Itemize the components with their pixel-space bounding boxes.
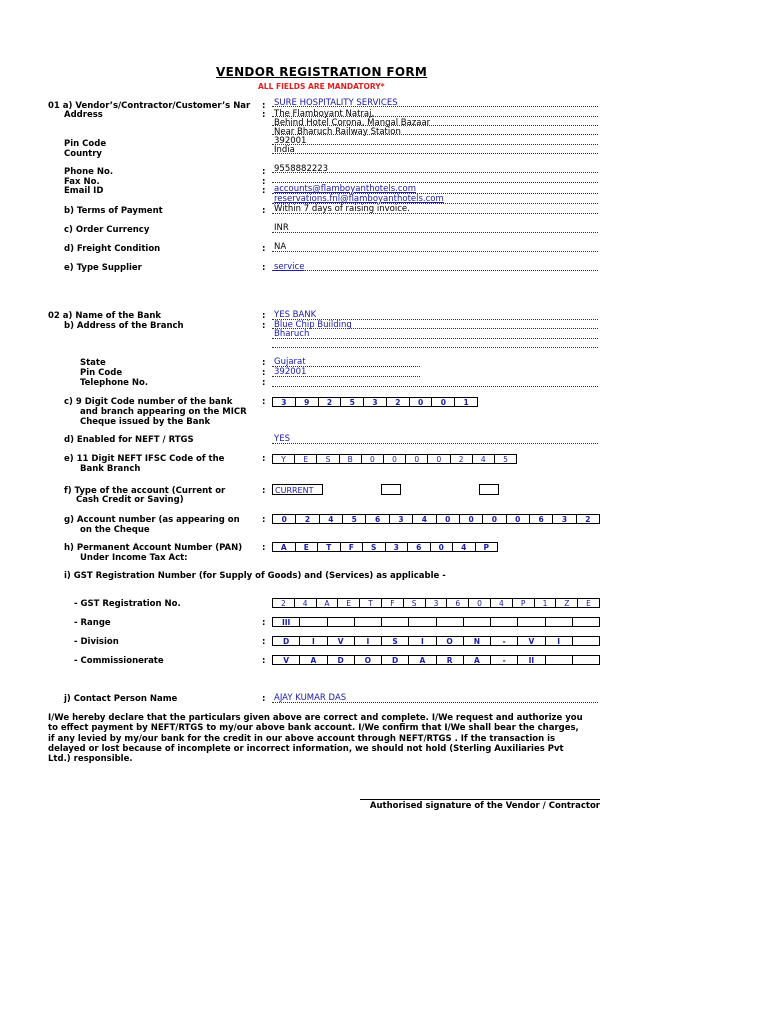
commissionerate-char-box-11[interactable] (545, 655, 573, 665)
micr-digit-box-4[interactable]: 5 (340, 397, 364, 407)
colon: : (262, 397, 266, 407)
currency-value[interactable]: INR (274, 223, 289, 233)
neft-label: d) Enabled for NEFT / RTGS (64, 435, 194, 445)
ifsc-char-box-3[interactable]: S (316, 454, 339, 464)
country-value[interactable]: India (274, 145, 295, 155)
commissionerate-char-box-12[interactable] (572, 655, 600, 665)
division-char-box-2[interactable]: I (299, 636, 327, 646)
form-title: VENDOR REGISTRATION FORM (216, 65, 428, 79)
gst-heading: i) GST Registration Number (for Supply of Goods) and (Services) as applicable - (64, 571, 446, 581)
vendor-name-label: 01 a) Vendor’s/Contractor/Customer’s Nar (48, 101, 251, 111)
field-line (272, 328, 598, 329)
pan-char-box-8[interactable]: 0 (430, 542, 454, 552)
gst-char-box-15[interactable]: E (577, 598, 600, 608)
account-number-label-2: on the Cheque (80, 525, 150, 535)
ifsc-char-box-9[interactable]: 2 (450, 454, 473, 464)
bank-pin-label: Pin Code (80, 368, 123, 378)
field-line (272, 144, 598, 145)
colon: : (262, 321, 266, 331)
branch-line-2[interactable]: Bharuch (274, 329, 310, 339)
division-char-box-4[interactable]: I (354, 636, 382, 646)
fax-label: Fax No. (64, 177, 100, 187)
micr-label-2: and branch appearing on the MICR (80, 407, 247, 417)
ifsc-char-box-8[interactable]: 0 (427, 454, 450, 464)
field-line (272, 376, 420, 377)
email-label: Email ID (64, 186, 104, 196)
micr-digit-box-2[interactable]: 9 (295, 397, 319, 407)
division-char-box-9[interactable]: - (490, 636, 518, 646)
state-label: State (80, 358, 106, 368)
micr-label-3: Cheque issued by the Bank (80, 417, 211, 427)
gst-number-label: - GST Registration No. (74, 599, 181, 609)
colon: : (262, 110, 266, 120)
ifsc-char-box-7[interactable]: 0 (405, 454, 428, 464)
division-char-box-6[interactable]: I (408, 636, 436, 646)
commissionerate-label: - Commissionerate (74, 656, 164, 666)
account-digit-box-6[interactable]: 3 (389, 514, 413, 524)
commissionerate-char-box-3[interactable]: D (327, 655, 355, 665)
account-type-label-1: f) Type of the account (Current or (64, 486, 226, 496)
division-char-box-12[interactable] (572, 636, 600, 646)
micr-digit-box-9[interactable]: 1 (454, 397, 478, 407)
mandatory-note: ALL FIELDS ARE MANDATORY* (258, 82, 385, 91)
state-value[interactable]: Gujarat (274, 357, 306, 367)
division-char-box-7[interactable]: O (436, 636, 464, 646)
colon: : (262, 543, 266, 553)
micr-digit-box-3[interactable]: 2 (318, 397, 342, 407)
micr-digit-box-6[interactable]: 2 (386, 397, 410, 407)
micr-digit-box-1[interactable]: 3 (272, 397, 296, 407)
supplier-type-value[interactable]: service (274, 262, 305, 272)
account-type-cash-credit-box[interactable] (381, 484, 401, 495)
pan-label-2: Under Income Tax Act: (80, 553, 188, 563)
gst-char-box-6[interactable]: F (381, 598, 404, 608)
terms-label: b) Terms of Payment (64, 206, 163, 216)
colon: : (262, 637, 266, 647)
commissionerate-char-box-10[interactable]: II (517, 655, 545, 665)
field-line (272, 232, 598, 233)
account-digit-box-12[interactable]: 6 (529, 514, 553, 524)
ifsc-char-box-2[interactable]: E (294, 454, 317, 464)
division-boxes[interactable] (273, 636, 600, 646)
colon: : (262, 311, 266, 321)
division-char-box-1[interactable]: D (272, 636, 300, 646)
range-char-box-8[interactable] (463, 617, 491, 627)
account-type-label-2: Cash Credit or Saving) (76, 495, 184, 505)
neft-value[interactable]: YES (274, 434, 290, 444)
ifsc-label-2: Bank Branch (80, 464, 141, 474)
division-char-box-3[interactable]: V (327, 636, 355, 646)
range-char-box-1[interactable]: III (272, 617, 300, 627)
pan-boxes[interactable] (273, 542, 498, 552)
account-digit-box-2[interactable]: 2 (295, 514, 319, 524)
commissionerate-char-box-4[interactable]: O (354, 655, 382, 665)
pan-char-box-5[interactable]: S (362, 542, 386, 552)
account-digit-box-8[interactable]: 0 (436, 514, 460, 524)
gst-char-box-9[interactable]: 6 (446, 598, 469, 608)
range-char-box-3[interactable] (327, 617, 355, 627)
range-char-box-11[interactable] (545, 617, 573, 627)
micr-label-1: c) 9 Digit Code number of the bank (64, 397, 233, 407)
colon: : (262, 186, 266, 196)
branch-address-label: b) Address of the Branch (64, 321, 184, 331)
account-type-current[interactable]: CURRENT (272, 484, 323, 495)
pan-char-box-6[interactable]: 3 (385, 542, 409, 552)
ifsc-char-box-11[interactable]: 5 (494, 454, 517, 464)
field-line (272, 116, 598, 117)
freight-label: d) Freight Condition (64, 244, 161, 254)
email-value-1[interactable]: accounts@flamboyanthotels.com (274, 184, 416, 194)
ifsc-char-box-1[interactable]: Y (272, 454, 295, 464)
commissionerate-boxes[interactable] (273, 655, 600, 665)
signature-label: Authorised signature of the Vendor / Contractor (369, 801, 600, 811)
account-digit-box-13[interactable]: 3 (552, 514, 576, 524)
field-line (272, 347, 598, 348)
field-line (272, 386, 598, 387)
gst-char-box-12[interactable]: P (512, 598, 535, 608)
gst-char-box-3[interactable]: A (316, 598, 339, 608)
supplier-type-label: e) Type Supplier (64, 263, 142, 273)
gst-char-box-1[interactable]: 2 (272, 598, 295, 608)
range-char-box-4[interactable] (354, 617, 382, 627)
colon: : (262, 244, 266, 254)
colon: : (262, 368, 266, 378)
colon: : (262, 454, 266, 464)
colon: : (262, 358, 266, 368)
account-number-boxes[interactable] (273, 514, 600, 524)
ifsc-char-box-5[interactable]: 0 (361, 454, 384, 464)
ifsc-char-box-10[interactable]: 4 (472, 454, 495, 464)
field-line (272, 270, 598, 271)
colon: : (262, 378, 266, 388)
ifsc-char-box-6[interactable]: 0 (383, 454, 406, 464)
currency-label: c) Order Currency (64, 225, 150, 235)
pin-code-value[interactable]: 392001 (274, 136, 307, 146)
division-char-box-5[interactable]: S (381, 636, 409, 646)
address-line-2[interactable]: Behind Hotel Corona, Mangal Bazaar (274, 118, 431, 128)
freight-value[interactable]: NA (274, 242, 287, 252)
pan-label-1: h) Permanent Account Number (PAN) (64, 543, 243, 553)
gst-char-box-7[interactable]: S (403, 598, 426, 608)
micr-digit-box-7[interactable]: 0 (409, 397, 433, 407)
division-label: - Division (74, 637, 119, 647)
pan-char-box-10[interactable]: P (475, 542, 499, 552)
terms-value[interactable]: Within 7 days of raising invoice. (274, 204, 410, 214)
pan-char-box-9[interactable]: 4 (452, 542, 476, 552)
account-digit-box-3[interactable]: 4 (319, 514, 343, 524)
email-value-2[interactable]: reservations.fnl@flamboyanthotels.com (274, 194, 444, 204)
colon: : (262, 206, 266, 216)
division-char-box-8[interactable]: N (463, 636, 491, 646)
colon: : (262, 656, 266, 666)
range-boxes[interactable] (273, 617, 600, 627)
field-line (272, 125, 598, 126)
country-label: Country (64, 149, 102, 159)
range-char-box-6[interactable] (408, 617, 436, 627)
range-char-box-9[interactable] (490, 617, 518, 627)
micr-digit-box-8[interactable]: 0 (431, 397, 455, 407)
field-line (272, 251, 598, 252)
micr-digit-box-5[interactable]: 3 (363, 397, 387, 407)
bank-name-label: 02 a) Name of the Bank (48, 311, 162, 321)
commissionerate-char-box-9[interactable]: - (490, 655, 518, 665)
gst-number-boxes[interactable] (273, 598, 600, 608)
gst-char-box-11[interactable]: 4 (490, 598, 513, 608)
account-digit-box-1[interactable]: 0 (272, 514, 296, 524)
contact-person-label: j) Contact Person Name (64, 694, 178, 704)
field-line (272, 172, 598, 173)
phone-label: Phone No. (64, 167, 114, 177)
range-char-box-7[interactable] (436, 617, 464, 627)
ifsc-char-box-4[interactable]: B (339, 454, 362, 464)
address-label: Address (64, 110, 103, 120)
colon: : (262, 101, 266, 111)
field-line (272, 702, 598, 703)
colon: : (262, 486, 266, 496)
account-digit-box-7[interactable]: 4 (412, 514, 436, 524)
account-type-saving-box[interactable] (479, 484, 499, 495)
colon: : (262, 263, 266, 273)
bank-pin-value[interactable]: 392001 (274, 367, 307, 377)
vendor-name-value[interactable]: SURE HOSPITALITY SERVICES (274, 98, 398, 108)
phone-value[interactable]: 9558882223 (274, 164, 329, 174)
pan-char-box-1[interactable]: A (272, 542, 296, 552)
range-char-box-12[interactable] (572, 617, 600, 627)
account-digit-box-9[interactable]: 0 (459, 514, 483, 524)
field-line (272, 182, 598, 183)
signature-line[interactable] (360, 799, 600, 811)
gst-char-box-13[interactable]: 1 (534, 598, 557, 608)
account-digit-box-14[interactable]: 2 (576, 514, 600, 524)
address-line-3[interactable]: Near Bharuch Railway Station (274, 127, 401, 137)
colon: : (262, 618, 266, 628)
account-number-label-1: g) Account number (as appearing on (64, 515, 240, 525)
pan-char-box-7[interactable]: 6 (407, 542, 431, 552)
branch-line-1[interactable]: Blue Chip Building (274, 320, 352, 330)
contact-person-value[interactable]: AJAY KUMAR DAS (274, 693, 347, 703)
ifsc-label-1: e) 11 Digit NEFT IFSC Code of the (64, 454, 225, 464)
colon: : (262, 167, 266, 177)
field-line (272, 153, 598, 154)
gst-char-box-10[interactable]: 0 (468, 598, 491, 608)
gst-char-box-2[interactable]: 4 (294, 598, 317, 608)
account-digit-box-4[interactable]: 5 (342, 514, 366, 524)
commissionerate-char-box-2[interactable]: A (299, 655, 327, 665)
gst-char-box-8[interactable]: 3 (425, 598, 448, 608)
division-char-box-11[interactable]: I (545, 636, 573, 646)
gst-char-box-5[interactable]: T (359, 598, 382, 608)
micr-code-boxes[interactable] (273, 397, 478, 407)
commissionerate-char-box-6[interactable]: A (408, 655, 436, 665)
commissionerate-char-box-1[interactable]: V (272, 655, 300, 665)
range-char-box-2[interactable] (299, 617, 327, 627)
range-label: - Range (74, 618, 111, 628)
account-digit-box-10[interactable]: 0 (482, 514, 506, 524)
bank-name-value[interactable]: YES BANK (274, 310, 317, 320)
pin-code-label: Pin Code (64, 139, 107, 149)
field-line (272, 134, 598, 135)
colon: : (262, 694, 266, 704)
gst-char-box-14[interactable]: Z (555, 598, 578, 608)
gst-char-box-4[interactable]: E (337, 598, 360, 608)
commissionerate-char-box-8[interactable]: A (463, 655, 491, 665)
commissionerate-char-box-5[interactable]: D (381, 655, 409, 665)
colon: : (262, 515, 266, 525)
range-char-box-10[interactable] (517, 617, 545, 627)
address-line-1[interactable]: The Flamboyant Natraj, (274, 109, 375, 119)
account-digit-box-5[interactable]: 6 (365, 514, 389, 524)
account-digit-box-11[interactable]: 0 (506, 514, 530, 524)
field-line (272, 106, 598, 107)
commissionerate-char-box-7[interactable]: R (436, 655, 464, 665)
telephone-label: Telephone No. (80, 378, 149, 388)
range-char-box-5[interactable] (381, 617, 409, 627)
pan-char-box-2[interactable]: E (295, 542, 319, 552)
division-char-box-10[interactable]: V (517, 636, 545, 646)
field-line (272, 213, 598, 214)
declaration-text: I/We hereby declare that the particulars given above are correct and complete. I/We request and authorize you to effect payment by NEFT/RTGS to my/our above bank account. I/We confirm that I/We shall bear the charges, if any levied by my/our bank for the credit in our above account through NEFT/RTGS . If the transaction is delayed or lost because of incomplete or incorrect information, we should not hold (Sterling Auxiliaries Pvt Ltd.) responsible. (48, 713, 583, 765)
colon: : (262, 177, 266, 187)
field-line (272, 338, 598, 339)
pan-char-box-4[interactable]: F (340, 542, 364, 552)
pan-char-box-3[interactable]: T (317, 542, 341, 552)
ifsc-code-boxes[interactable] (273, 454, 517, 464)
field-line (272, 443, 598, 444)
